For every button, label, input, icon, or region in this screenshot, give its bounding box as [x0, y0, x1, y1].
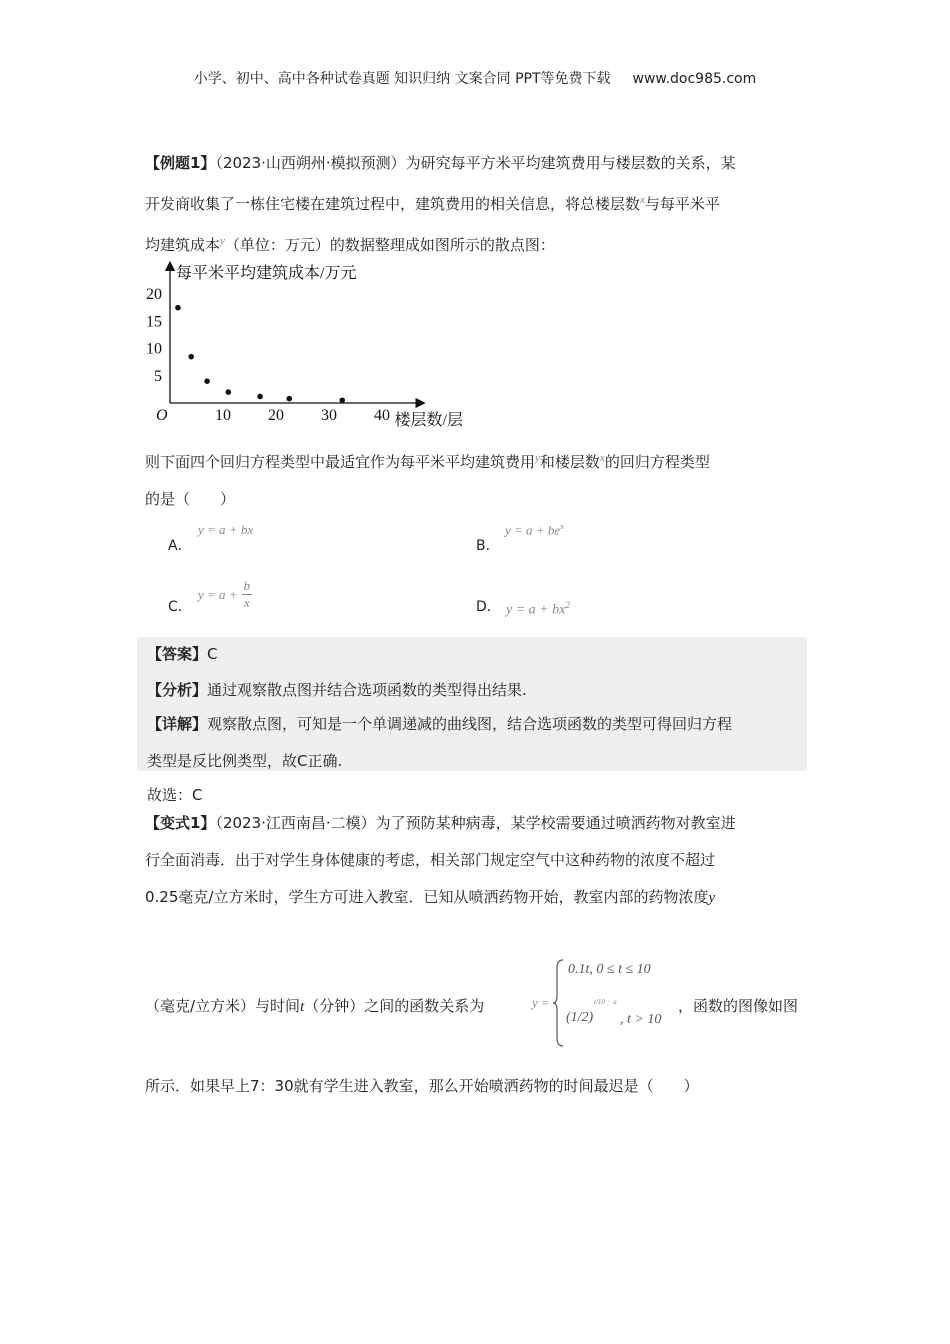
- analysis-text: 通过观察散点图并结合选项函数的类型得出结果.: [207, 681, 527, 699]
- option-d-label: D．: [476, 599, 501, 615]
- option-b-label: B．: [476, 538, 500, 554]
- option-c-numerator: b: [243, 578, 251, 593]
- option-d-formula: y = a + bx: [506, 602, 566, 618]
- variant1-line1: （2023·江西南昌·二模）为了预防某种病毒，某学校需要通过喷洒药物对教室进: [215, 814, 736, 832]
- example1-stem: [145, 145, 810, 264]
- origin-label: O: [156, 407, 168, 424]
- x-tick-label: 10: [215, 407, 231, 424]
- header-title: 小学、初中、高中各种试卷真题 知识归纳 文案合同 PPT等免费下载: [193, 71, 611, 87]
- option-a-label: A．: [168, 538, 192, 554]
- example1-label: 【例题1】: [145, 154, 216, 172]
- option-b-sup: x: [560, 522, 564, 531]
- var-x-2: x: [599, 452, 605, 464]
- variant1-line3: 0.25毫克/立方米时，学生方可进入教室．已知从喷洒药物开始，教室内部的药物浓度: [145, 888, 709, 906]
- detail-line: [147, 713, 807, 734]
- data-point: [188, 354, 194, 360]
- piece2-condition: , t > 10: [620, 1012, 662, 1027]
- example1-question: [145, 440, 810, 518]
- option-d-sup: 2: [565, 600, 570, 610]
- analysis-label: 【分析】: [147, 681, 208, 699]
- var-y: y: [220, 235, 225, 247]
- question-text-a: 则下面四个回归方程类型中最适宜作为每平米平均建筑费用: [145, 453, 536, 471]
- option-a-formula: y = a + bx: [198, 522, 254, 537]
- variant1-label: 【变式1】: [145, 814, 216, 832]
- question-text-d: 的是（ ）: [145, 490, 236, 508]
- data-point: [257, 394, 263, 400]
- variant1-stem: [145, 805, 810, 917]
- data-point: [286, 396, 292, 402]
- piece2-base: (1/2): [566, 1010, 594, 1025]
- example1-line2b: 与每平米平: [644, 195, 720, 213]
- example1-line3a: 均建筑成本: [145, 236, 221, 254]
- choose-line: [147, 784, 202, 805]
- question-text-c: 的回归方程类型: [604, 453, 710, 471]
- scatter-points: [175, 305, 345, 403]
- option-c-formula: y = a +: [198, 586, 238, 602]
- analysis-line: [147, 679, 527, 700]
- x-tick-label: 40: [374, 407, 390, 424]
- option-b-formula: y = a + be: [505, 522, 561, 538]
- variant1-final: [145, 1068, 810, 1105]
- answer-line: [147, 643, 218, 664]
- answer-label: 【答案】: [147, 645, 208, 663]
- x-tick-label: 30: [321, 407, 337, 424]
- var-x: x: [640, 194, 645, 206]
- x-axis-label: 楼层数/层: [394, 412, 463, 429]
- detail-text-1: 观察散点图，可知是一个单调递减的曲线图，结合选项函数的类型可得回归方程: [207, 715, 733, 733]
- example1-line2a: 开发商收集了一栋住宅楼在建筑过程中，建筑费用的相关信息，将总楼层数: [145, 195, 641, 213]
- variant1-var-y: y: [708, 890, 716, 906]
- func-lhs: y =: [532, 995, 550, 1010]
- page-header: [0, 68, 950, 88]
- variant1-var-t: t: [300, 999, 305, 1015]
- x-ticks: [215, 407, 390, 424]
- variant1-line4b: （分钟）之间的函数关系为: [304, 997, 485, 1015]
- x-tick-label: 20: [268, 407, 284, 424]
- y-axis-label: 每平米平均建筑成本/万元: [176, 265, 357, 282]
- data-point: [175, 305, 181, 311]
- piece2-exponent: t/10 − a: [594, 998, 617, 1006]
- variant1-line2: 行全面消毒．出于对学生身体健康的考虑，相关部门规定空气中这种药物的浓度不超过: [145, 851, 716, 869]
- y-ticks: [146, 286, 162, 385]
- data-point: [226, 389, 232, 395]
- y-tick-label: 20: [146, 286, 162, 303]
- y-tick-label: 10: [146, 340, 162, 358]
- detail-text-2: 类型是反比例类型，故C正确.: [147, 752, 343, 770]
- piece1: 0.1t, 0 ≤ t ≤ 10: [568, 962, 651, 977]
- header-site-link[interactable]: www.doc985.com: [632, 71, 757, 87]
- question-text-b: 和楼层数: [539, 453, 600, 471]
- choose-text: 故选：C: [147, 786, 203, 804]
- option-c-denominator: x: [243, 595, 250, 610]
- piecewise-function: [532, 958, 672, 1048]
- var-y-2: y: [535, 452, 540, 464]
- answer-value: C: [207, 645, 218, 663]
- left-brace-icon: [552, 958, 566, 1048]
- scatter-chart: [140, 258, 500, 433]
- data-point: [204, 378, 210, 384]
- variant1-line4c: ，函数的图像如图: [678, 997, 799, 1015]
- example1-line1: （2023·山西朔州·模拟预测）为研究每平方米平均建筑费用与楼层数的关系，某: [215, 154, 736, 172]
- variant1-line4a: （毫克/立方米）与时间: [145, 997, 301, 1015]
- variant1-line5: 所示．如果早上7：30就有学生进入教室，那么开始喷洒药物的时间最迟是（ ）: [145, 1077, 699, 1095]
- detail-label: 【详解】: [147, 715, 208, 733]
- option-c-label: C．: [168, 599, 192, 615]
- y-tick-label: 15: [146, 313, 162, 331]
- detail-line-2: [147, 750, 342, 771]
- data-point: [339, 397, 345, 403]
- example1-line3b: （单位：万元）的数据整理成如图所示的散点图：: [224, 236, 555, 254]
- y-tick-label: 5: [154, 367, 162, 385]
